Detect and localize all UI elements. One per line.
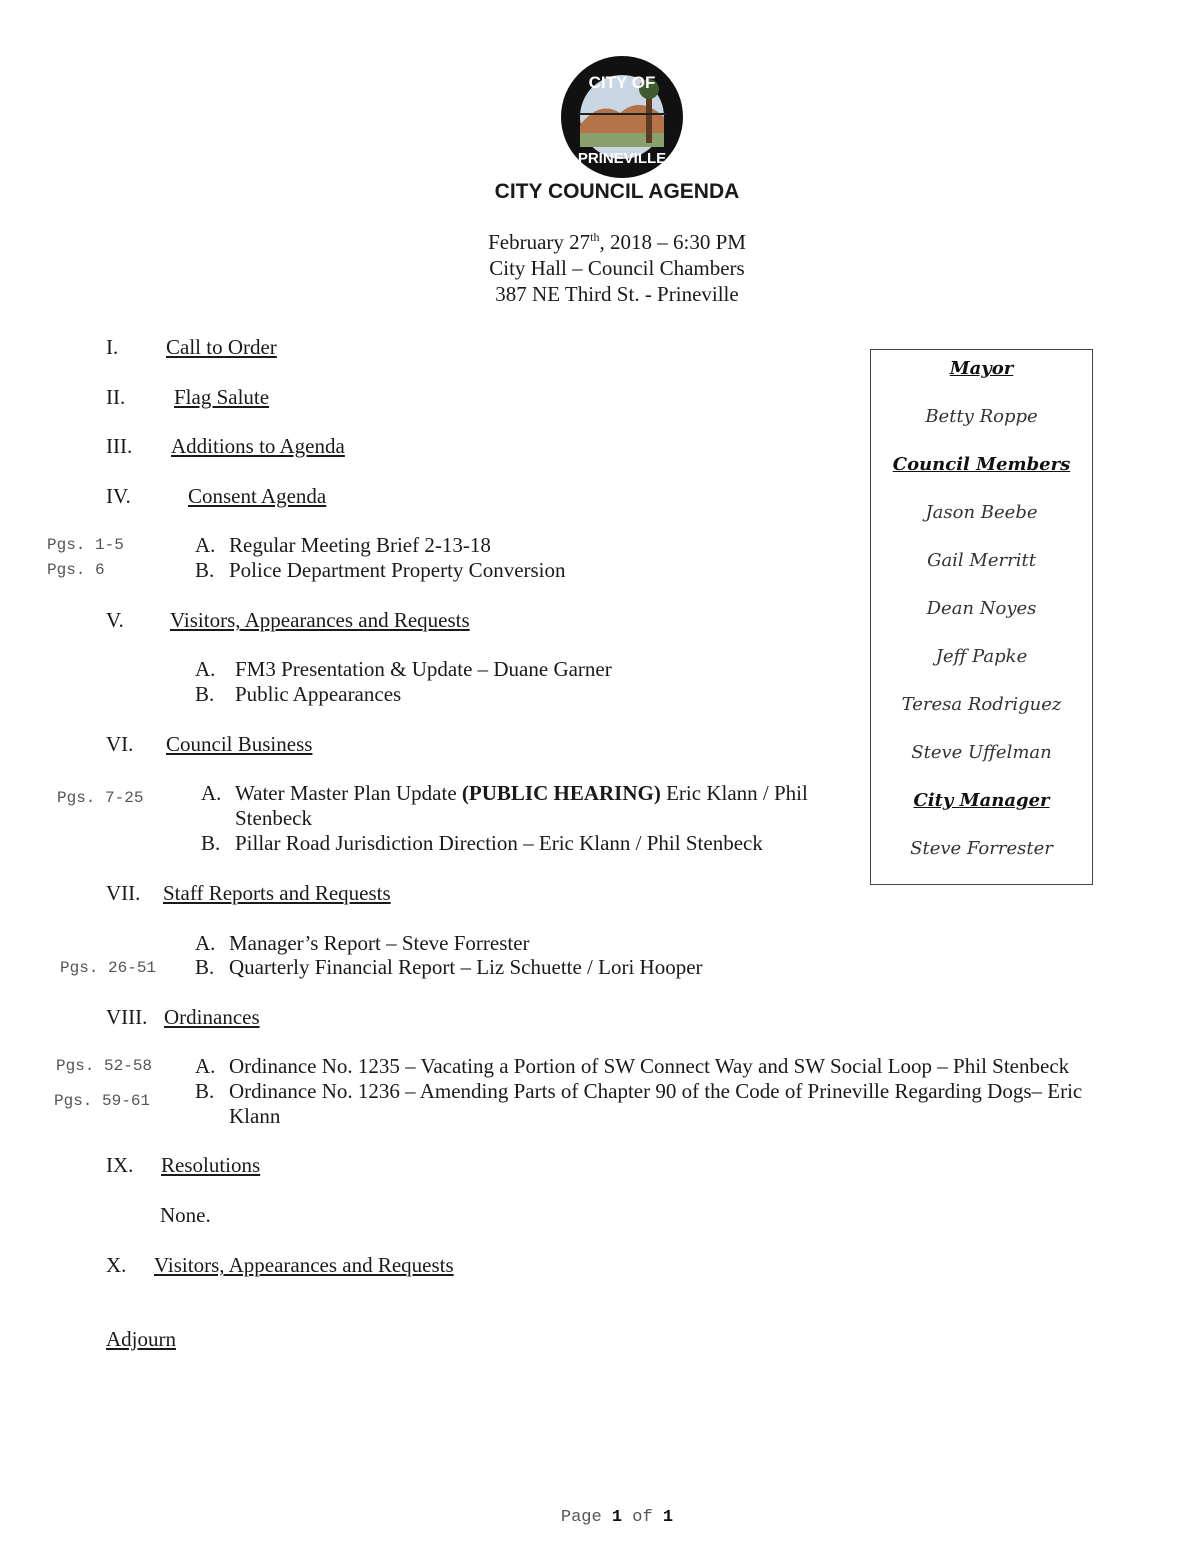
item-letter: A. <box>195 657 216 681</box>
section-title-ordinances: Ordinances <box>164 1005 260 1029</box>
agenda-item: Manager’s Report – Steve Forrester <box>229 931 530 955</box>
logo-top-text: CITY OF <box>588 73 656 92</box>
section-title-visitors-2: Visitors, Appearances and Requests <box>154 1253 454 1277</box>
page-title: CITY COUNCIL AGENDA <box>494 180 740 203</box>
manager-heading: City Manager <box>913 790 1050 811</box>
meeting-date: February 27th, 2018 – 6:30 PM <box>488 230 746 254</box>
page-ref: Pgs. 52-58 <box>56 1057 153 1075</box>
section-number: III. <box>106 434 133 458</box>
section-number: VI. <box>106 732 134 756</box>
mayor-name: Betty Roppe <box>925 406 1038 427</box>
council-member: Jason Beebe <box>925 502 1038 523</box>
section-title-staff-reports: Staff Reports and Requests <box>163 881 391 905</box>
section-number: V. <box>106 608 124 632</box>
section-number: X. <box>106 1253 127 1277</box>
agenda-item: Police Department Property Conversion <box>229 558 566 582</box>
item-letter: B. <box>195 955 215 979</box>
page-footer: Page 1 of 1 <box>560 1508 674 1527</box>
council-sidebar <box>870 349 1093 885</box>
section-number: IX. <box>106 1153 134 1177</box>
logo-bottom-text: PRINEVILLE <box>577 150 667 167</box>
agenda-item: Ordinance No. 1236 – Amending Parts of Chapter 90 of the Code of Prineville Regarding Dogs– Eric <box>229 1079 1083 1103</box>
council-member: Gail Merritt <box>927 550 1036 571</box>
agenda-item: Pillar Road Jurisdiction Direction – Eric Klann / Phil Stenbeck <box>235 831 763 855</box>
item-letter: B. <box>195 1079 215 1103</box>
section-number: VII. <box>106 881 141 905</box>
council-member: Steve Uffelman <box>911 742 1052 763</box>
council-member: Dean Noyes <box>926 598 1037 619</box>
item-letter: A. <box>195 931 216 955</box>
page-ref: Pgs. 1-5 <box>47 536 124 554</box>
meeting-location: City Hall – Council Chambers <box>489 256 745 280</box>
section-title-call-to-order: Call to Order <box>166 335 277 359</box>
section-number: IV. <box>106 484 131 508</box>
section-number: II. <box>106 385 126 409</box>
adjourn: Adjourn <box>106 1327 176 1351</box>
section-title-consent-agenda: Consent Agenda <box>188 484 327 508</box>
section-title-resolutions: Resolutions <box>161 1153 261 1177</box>
council-member: Teresa Rodriguez <box>901 694 1062 715</box>
item-letter: B. <box>195 558 215 582</box>
agenda-item: Ordinance No. 1235 – Vacating a Portion of SW Connect Way and SW Social Loop – Phil Stenbeck <box>229 1054 1070 1078</box>
agenda-item: Quarterly Financial Report – Liz Schuette / Lori Hooper <box>229 955 703 979</box>
meeting-address: 387 NE Third St. - Prineville <box>495 282 739 306</box>
council-heading: Council Members <box>892 454 1071 475</box>
section-title-council-business: Council Business <box>166 732 313 756</box>
item-letter: B. <box>195 682 215 706</box>
resolutions-body: None. <box>160 1203 211 1227</box>
agenda-item: Public Appearances <box>235 682 402 706</box>
agenda-item: Regular Meeting Brief 2-13-18 <box>229 533 491 557</box>
manager-name: Steve Forrester <box>910 838 1053 859</box>
page-ref: Pgs. 6 <box>47 561 105 579</box>
item-letter: A. <box>201 781 222 805</box>
council-member: Jeff Papke <box>935 646 1028 667</box>
section-title-additions: Additions to Agenda <box>171 434 345 458</box>
mayor-heading: Mayor <box>949 358 1014 379</box>
section-title-visitors: Visitors, Appearances and Requests <box>170 608 470 632</box>
page-ref: Pgs. 7-25 <box>57 789 144 807</box>
item-letter: A. <box>195 1054 216 1078</box>
agenda-item-continued: Klann <box>229 1104 281 1128</box>
agenda-item-continued: Stenbeck <box>235 806 312 830</box>
agenda-item: Water Master Plan Update (PUBLIC HEARING) Eric Klann / Phil <box>235 781 808 805</box>
section-title-flag-salute: Flag Salute <box>174 385 270 409</box>
city-of-prineville-logo <box>560 55 684 179</box>
item-letter: B. <box>201 831 221 855</box>
page-ref: Pgs. 26-51 <box>60 959 157 977</box>
page-ref: Pgs. 59-61 <box>54 1092 151 1110</box>
section-number: VIII. <box>106 1005 148 1029</box>
section-number: I. <box>106 335 119 359</box>
item-letter: A. <box>195 533 216 557</box>
agenda-item: FM3 Presentation & Update – Duane Garner <box>235 657 612 681</box>
